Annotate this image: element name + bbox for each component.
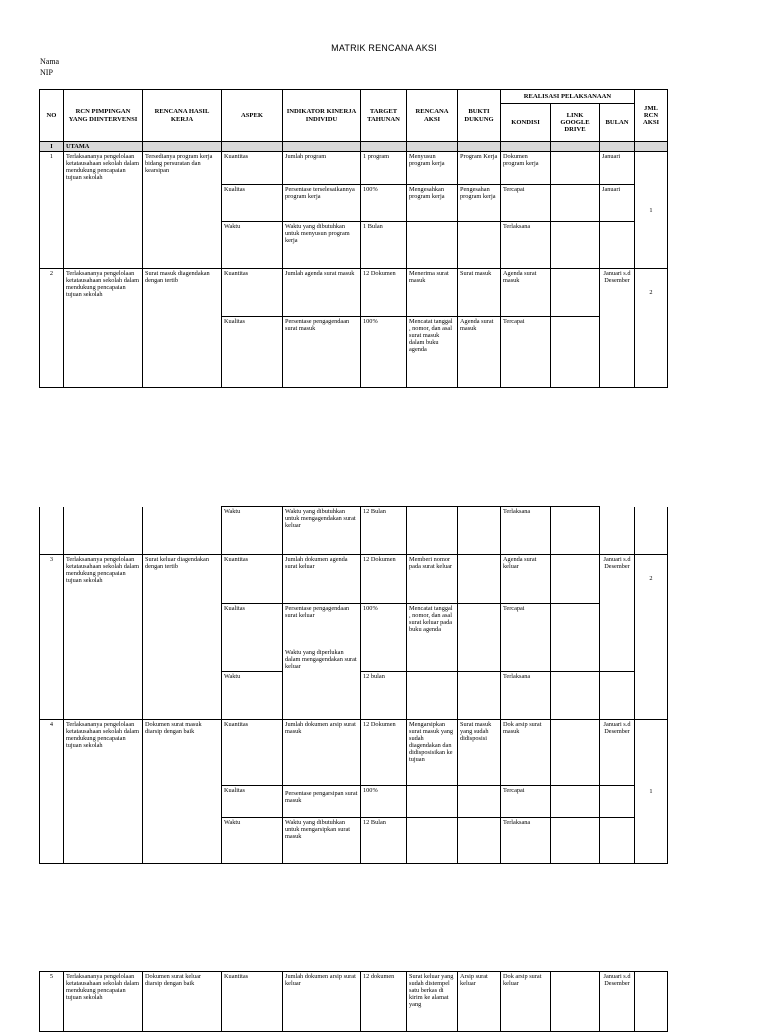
row-indikator: Waktu yang dibutuhkan untuk menyusun program kerja <box>283 222 361 269</box>
header-link: LINK GOOGLE DRIVE <box>551 104 600 142</box>
row-link <box>551 152 600 185</box>
nip-label: NIP <box>40 68 53 77</box>
section-row <box>40 142 668 152</box>
row-aspek: Waktu <box>222 818 283 864</box>
row-kondisi: Terlaksana <box>501 672 551 720</box>
row-link <box>551 185 600 222</box>
row-kondisi: Tercapai <box>501 786 551 818</box>
row-aksi: Mencatat tanggal , nomor, dan asal surat masuk dalam buku agenda <box>407 317 458 388</box>
header-bukti: BUKTI DUKUNG <box>458 90 501 142</box>
row-bukti: Program Kerja <box>458 152 501 185</box>
table-row <box>40 720 668 786</box>
row-bulan: Januari s.d Desember <box>600 269 635 388</box>
header-rcn: RCN PIMPINGAN YANG DIINTERVENSI <box>64 90 143 142</box>
row-aksi: Mengarsipkan surat masuk yang sudah diagendakan dan didisposisikan ke tujuan <box>407 720 458 786</box>
row-no: 1 <box>40 152 64 269</box>
row-aspek: Kuantitas <box>222 269 283 317</box>
row-bulan: Januari s.d Desember <box>600 720 635 786</box>
row-kondisi: Dok arsip surat masuk <box>501 720 551 786</box>
row-aksi: Menyusun program kerja <box>407 152 458 185</box>
row-target: 1 program <box>361 152 407 185</box>
table-row <box>40 152 668 185</box>
row-aksi: Mencatat tanggal , nomor, dan asal surat keluar pada buku agenda <box>407 604 458 672</box>
row-aspek: Kuantitas <box>222 555 283 604</box>
row-indikator: Waktu yang dibutuhkan untuk mengagendakan surat keluar <box>283 507 361 555</box>
row-jml: 2 <box>635 555 668 720</box>
row-aspek: Kualitas <box>222 786 283 818</box>
row-hasil: Tersedianya program kerja bidang persuratan dan kearsipan <box>143 152 222 269</box>
row-rcn: Terlaksananya pengelolaan ketatausahaan sekolah dalam mendukung pencapaian tujuan sekolah <box>64 720 143 864</box>
header-rencana-hasil: RENCANA HASIL KERJA <box>143 90 222 142</box>
row-no: 4 <box>40 720 64 864</box>
row-no: 2 <box>40 269 64 388</box>
row-target: 12 Dokumen <box>361 720 407 786</box>
row-no: 5 <box>40 972 64 1032</box>
row-hasil: Dokumen surat masuk diarsip dengan baik <box>143 720 222 864</box>
header-realisasi: REALISASI PELAKSANAAN <box>501 90 635 104</box>
row-kondisi: Tercapai <box>501 185 551 222</box>
row-kondisi: Dokumen program kerja <box>501 152 551 185</box>
row-rcn: Terlaksananya pengelolaan ketatausahaan sekolah dalam mendukung pencapaian tujuan sekolah <box>64 269 143 388</box>
row-indikator: Jumlah dokumen agenda surat keluar <box>283 555 361 604</box>
row-indikator: Jumlah dokumen arsip surat masuk <box>283 720 361 786</box>
row-indikator: Waktu yang dibutuhkan untuk mengarsipkan surat masuk <box>283 818 361 864</box>
row-indikator: Jumlah program <box>283 152 361 185</box>
row-aksi: Mengesahkan program kerja <box>407 185 458 222</box>
row-bulan: Januari s.d Desember <box>600 555 635 672</box>
row-kondisi: Agenda surat keluar <box>501 555 551 604</box>
row-indikator <box>283 604 361 720</box>
row-bulan: Januari <box>600 185 635 222</box>
row-aspek: Kualitas <box>222 185 283 222</box>
header-kondisi: KONDISI <box>501 104 551 142</box>
header-no: NO <box>40 90 64 142</box>
row-aspek: Kuantitas <box>222 152 283 185</box>
row-target: 12 Bulan <box>361 818 407 864</box>
row-hasil: Surat keluar diagendakan dengan tertib <box>143 555 222 720</box>
row-aspek: Waktu <box>222 507 283 555</box>
row-indikator <box>283 786 361 818</box>
row-kondisi: Tercapai <box>501 604 551 672</box>
row-aksi: Surat keluar yang sudah distempel satu berkas di kirim ke alamat yang <box>407 972 458 1032</box>
row-kondisi: Agenda surat masuk <box>501 269 551 317</box>
row-target: 100% <box>361 317 407 388</box>
row-rcn: Terlaksananya pengelolaan ketatausahaan sekolah dalam mendukung pencapaian tujuan sekolah <box>64 972 143 1032</box>
row-kondisi: Dok arsip surat keluar <box>501 972 551 1032</box>
row-indikator: Jumlah agenda surat masuk <box>283 269 361 317</box>
row-jml: 1 <box>635 152 668 269</box>
row-kondisi: Terlaksana <box>501 818 551 864</box>
row-indikator: Jumlah dokumen arsip surat keluar <box>283 972 361 1032</box>
nama-label: Nama <box>40 57 60 66</box>
row-rcn: Terlaksananya pengelolaan ketatausahaan sekolah dalam mendukung pencapaian tujuan sekolah <box>64 555 143 720</box>
header-rencana-aksi: RENCANA AKSI <box>407 90 458 142</box>
row-aspek: Kualitas <box>222 317 283 388</box>
page-title: MATRIK RENCANA AKSI <box>331 43 437 53</box>
table-row <box>40 555 668 604</box>
row-target: 12 Bulan <box>361 507 407 555</box>
row-target: 100% <box>361 604 407 672</box>
row-indikator: Persentase pengagendaan surat masuk <box>283 317 361 388</box>
action-plan-table-part-2 <box>39 506 668 864</box>
row-aspek: Waktu <box>222 672 283 720</box>
row-kondisi: Tercapai <box>501 317 551 388</box>
table-row <box>40 507 668 555</box>
row-indikator-kualitas: Persentase pengagendaan surat keluar <box>285 605 350 619</box>
row-bukti: Pengesahan program kerja <box>458 185 501 222</box>
row-indikator-text: Persentase pengarsipan surat masuk <box>285 790 358 804</box>
row-jml: 2 <box>635 269 668 388</box>
row-aspek: Waktu <box>222 222 283 269</box>
section-no: I <box>40 142 64 152</box>
row-bulan: Januari <box>600 152 635 185</box>
row-kondisi: Terlaksana <box>501 507 551 555</box>
row-kondisi: Terlaksana <box>501 222 551 269</box>
row-bukti: Surat masuk yang sudah didisposisi <box>458 720 501 786</box>
row-jml: 1 <box>635 720 668 864</box>
header-bulan: BULAN <box>600 104 635 142</box>
row-aspek: Kuantitas <box>222 720 283 786</box>
header-target: TARGET TAHUNAN <box>361 90 407 142</box>
action-plan-table-part-3 <box>39 971 668 1032</box>
section-label: UTAMA <box>64 142 143 152</box>
table-row <box>40 972 668 1032</box>
row-target: 100% <box>361 185 407 222</box>
action-plan-table-part-1 <box>39 89 668 388</box>
header-jml: JML RCN AKSI <box>635 90 668 142</box>
row-indikator-waktu: Waktu yang diperlukan dalam mengagendakan surat keluar <box>285 649 357 670</box>
row-target: 12 dokumen <box>361 972 407 1032</box>
row-target: 1 Bulan <box>361 222 407 269</box>
row-hasil: Surat masuk diagendakan dengan tertib <box>143 269 222 388</box>
row-target: 12 Dokumen <box>361 269 407 317</box>
row-no: 3 <box>40 555 64 720</box>
row-target: 100% <box>361 786 407 818</box>
row-bukti: Surat masuk <box>458 269 501 317</box>
row-hasil: Dokumen surat keluar diarsip dengan baik <box>143 972 222 1032</box>
row-indikator: Persentase terselesaikannya program kerja <box>283 185 361 222</box>
row-bukti: Agenda surat masuk <box>458 317 501 388</box>
row-aspek: Kuantitas <box>222 972 283 1032</box>
header-aspek: ASPEK <box>222 90 283 142</box>
row-target: 12 bulan <box>361 672 407 720</box>
row-rcn: Terlaksananya pengelolaan ketatausahaan sekolah dalam mendukung pencapaian tujuan sekolah <box>64 152 143 269</box>
row-bukti: Arsip surat keluar <box>458 972 501 1032</box>
table-row <box>40 269 668 317</box>
row-target: 12 Dokumen <box>361 555 407 604</box>
header-indikator: INDIKATOR KINERJA INDIVIDU <box>283 90 361 142</box>
row-aspek: Kualitas <box>222 604 283 672</box>
row-aksi: Menerima surat masuk <box>407 269 458 317</box>
row-bulan: Januari s.d Desember <box>600 972 635 1032</box>
row-aksi: Memberi nomor pada surat keluar <box>407 555 458 604</box>
